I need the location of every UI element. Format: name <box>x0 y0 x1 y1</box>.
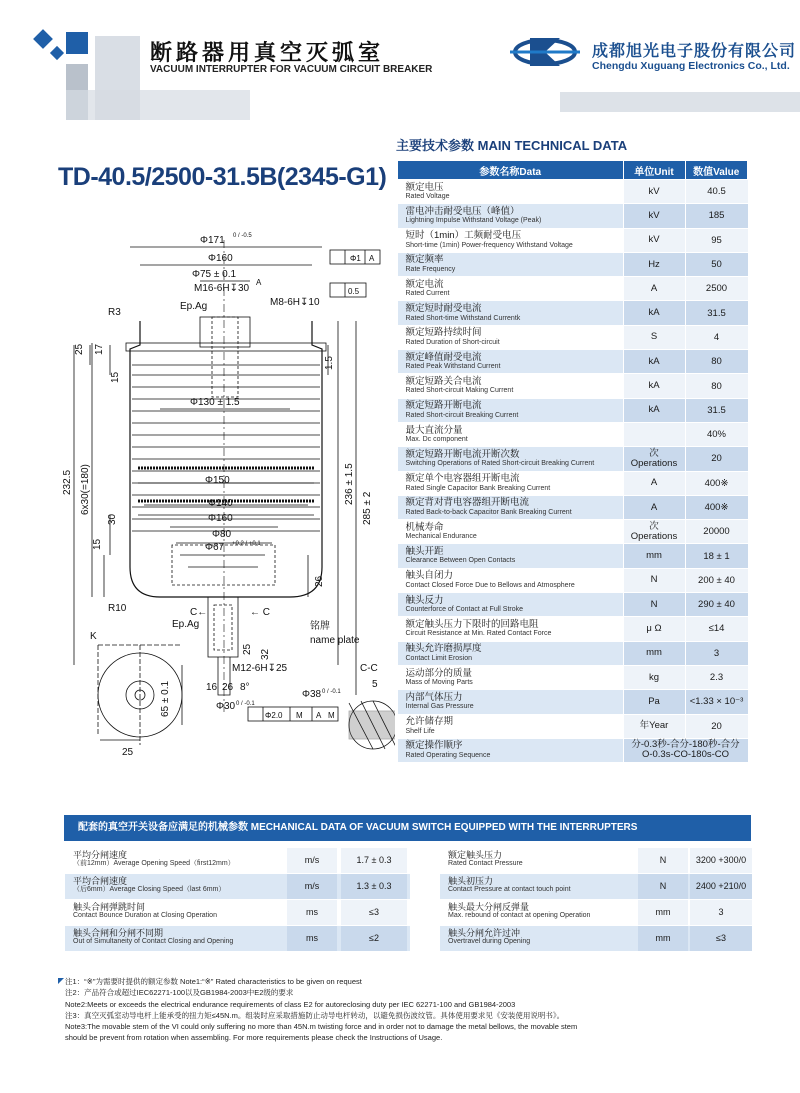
param-cell <box>398 738 624 762</box>
label-nameplate-cn: 铭牌 <box>310 621 330 632</box>
dim-phi75: Φ75 ± 0.1 <box>192 269 237 280</box>
mech-value: 3200 +300/0 <box>690 848 752 873</box>
param-cn: 运动部分的质量 <box>405 667 473 679</box>
mech-value: 3 <box>690 900 752 925</box>
param-en: Rated Voltage <box>405 193 450 201</box>
unit-cell: kA <box>623 374 685 398</box>
mech-value: ≤2 <box>341 926 407 951</box>
param-en: Rated Short-time Withstand Currentk <box>405 314 521 322</box>
dim-phi67-tol: +0.2 / +0.1 <box>232 541 261 547</box>
mech-row <box>440 848 752 874</box>
dim-phi67: Φ67 <box>205 542 225 553</box>
mech-unit: ms <box>287 900 337 925</box>
table-row <box>398 350 748 374</box>
value-cell: 40% <box>685 422 748 446</box>
unit-cell: 年Year <box>623 714 685 738</box>
mech-param-en: （前12mm）Average Opening Speed（first12mm） <box>73 860 235 868</box>
unit-cell: μ Ω <box>623 617 685 641</box>
value-cell: 31.5 <box>685 301 748 325</box>
dim-h15b: 15 <box>92 538 103 550</box>
mech-row <box>440 874 752 900</box>
param-en: Rated Short-circuit Making Current <box>405 387 514 395</box>
value-cell: 18 ± 1 <box>685 544 748 568</box>
table-row <box>398 301 748 325</box>
param-en: Switching Operations of Rated Short-circuit Breaking Current <box>405 460 595 468</box>
dim-phi160b: Φ160 <box>208 513 233 524</box>
note-line: Note2:Meets or exceeds the electrical endurance requirements of class E2 for autoreclosing duty per IEC 62271-100 and GB1984-2003 <box>65 999 516 1009</box>
mech-table-left <box>65 848 410 952</box>
param-cell <box>398 690 624 714</box>
mech-data-heading: 配套的真空开关设备应满足的机械参数 MECHANICAL DATA OF VACUUM SWITCH EQUIPPED WITH THE INTERRUPTERS <box>64 815 751 841</box>
dim-r10: R10 <box>108 603 127 614</box>
param-en: Lightning Impulse Withstand Voltage (Peak) <box>405 217 542 225</box>
param-en: Shelf Life <box>405 727 435 735</box>
param-en: Short-time (1min) Power-frequency Withstand Voltage <box>405 241 573 249</box>
table-row <box>398 204 748 228</box>
param-cell <box>398 180 624 204</box>
value-cell: 20 <box>685 714 748 738</box>
dim-h236: 236 ± 1.5 <box>344 463 355 505</box>
company-name-cn: 成都旭光电子股份有限公司 <box>592 43 797 60</box>
param-en: Rated Back-to-back Capacitor Bank Breaking Current <box>405 508 572 516</box>
value-cell: 185 <box>685 204 748 228</box>
mech-value: ≤3 <box>341 900 407 925</box>
unit-cell: kA <box>623 301 685 325</box>
mech-value: 1.3 ± 0.3 <box>341 874 407 899</box>
param-en: Mass of Moving Parts <box>405 678 473 686</box>
value-cell: 20 <box>685 447 748 471</box>
main-technical-table <box>397 160 748 762</box>
note-line: 注2：产品符合或超过IEC62271-100以及GB1984-2003中E2级的要求 <box>65 988 294 998</box>
mech-unit: N <box>638 848 688 873</box>
param-cn: 额定短时耐受电流 <box>405 303 482 315</box>
mech-param <box>73 876 225 894</box>
param-cn: 额定短路关合电流 <box>405 375 482 387</box>
param-cell <box>398 495 624 519</box>
dim-phi38: Φ38 <box>302 689 322 700</box>
param-en: Clearance Between Open Contacts <box>405 557 516 565</box>
param-cn: 机械寿命 <box>405 521 444 533</box>
unit-cell: Pa <box>623 690 685 714</box>
mech-param-en: Max. rebound of contact at opening Operation <box>448 912 591 920</box>
company-logo <box>510 38 580 66</box>
sequence-en: O-0.3s-CO-180s-CO <box>641 749 730 761</box>
param-cell <box>398 252 624 276</box>
label-k: K <box>90 631 97 642</box>
mech-param-en: Rated Contact Pressure <box>448 860 523 868</box>
value-cell: 40.5 <box>685 180 748 204</box>
tol-box2: 0.5 <box>348 287 360 296</box>
mech-param-cn: 触头合闸弹跳时间 <box>73 902 146 912</box>
table-row <box>398 544 748 568</box>
unit-cell: kV <box>623 228 685 252</box>
dim-h25: 25 <box>74 343 85 355</box>
mech-param-en: Contact Pressure at contact touch point <box>448 886 571 894</box>
table-row <box>398 325 748 349</box>
unit-cell <box>623 422 685 446</box>
param-en: Rated Short-circuit Breaking Current <box>405 411 519 419</box>
dim-phi140: Φ140 <box>208 498 233 509</box>
param-cn: 触头允许磨损厚度 <box>405 643 482 655</box>
mech-row <box>65 900 410 926</box>
dim-h6x30: 6x30(=180) <box>80 464 91 515</box>
table-row <box>398 568 748 592</box>
table-row <box>398 471 748 495</box>
table-row <box>398 690 748 714</box>
param-en: Contact Closed Force Due to Bellows and Atmosphere <box>405 581 575 589</box>
param-en: Counterforce of Contact at Full Stroke <box>405 606 523 614</box>
diamond-small-icon <box>50 46 64 60</box>
param-cell <box>398 617 624 641</box>
dim-h32: 32 <box>260 648 271 660</box>
dim-16: 16 <box>206 682 218 693</box>
param-cell <box>398 641 624 665</box>
param-cell <box>398 447 624 471</box>
unit-cell: 次 Operations <box>623 520 685 544</box>
dim-h65: 65 ± 0.1 <box>160 680 171 717</box>
value-cell: 290 ± 40 <box>685 593 748 617</box>
param-cn: 短时（1min）工频耐受电压 <box>405 230 522 242</box>
unit-cell: mm <box>623 641 685 665</box>
mech-row <box>65 848 410 874</box>
dim-w5: 5 <box>372 679 378 690</box>
mech-param <box>448 928 530 946</box>
mech-unit: N <box>638 874 688 899</box>
mech-param-cn: 平均分闸速度 <box>73 850 128 860</box>
table-row <box>398 593 748 617</box>
param-cell <box>398 204 624 228</box>
dim-phi150: Φ150 <box>205 475 230 486</box>
mech-param-cn: 触头最大分闸反弹量 <box>448 902 530 912</box>
mech-param-en: （后6mm）Average Closing Speed（last 6mm） <box>73 886 226 894</box>
param-en: Rated Single Capacitor Bank Breaking Current <box>405 484 551 492</box>
dim-h285: 285 ± 2 <box>362 491 373 525</box>
value-cell: 4 <box>685 325 748 349</box>
table-row <box>398 714 748 738</box>
table-row <box>398 641 748 665</box>
dim-m8: M8-6H↧10 <box>270 297 320 308</box>
header-value: 数值Value <box>685 161 748 180</box>
technical-drawing <box>60 225 395 785</box>
tol-box3-m: M <box>296 711 303 720</box>
sequence-cn: 分-0.3秒-合分-180秒-合分 <box>631 738 740 750</box>
param-cn: 额定短路开断电流开断次数 <box>405 448 520 460</box>
value-cell: 50 <box>685 252 748 276</box>
param-cn: 额定操作顺序 <box>405 740 463 752</box>
tol-box1-phi: Φ1 <box>350 254 361 263</box>
mech-unit: m/s <box>287 874 337 899</box>
value-cell: 31.5 <box>685 398 748 422</box>
dim-h26: 26 <box>314 575 325 587</box>
mech-row <box>65 926 410 952</box>
dim-epag2: Ep.Ag <box>172 619 200 630</box>
mech-table-right <box>440 848 752 952</box>
param-cn: 额定背对背电容器组开断电流 <box>405 497 530 509</box>
param-cell <box>398 520 624 544</box>
value-cell: 200 ± 40 <box>685 568 748 592</box>
mech-param-en: Out of Simultaneity of Contact Closing and Opening <box>73 938 234 946</box>
table-row <box>398 665 748 689</box>
table-row <box>398 447 748 471</box>
mech-param-cn: 平均合闸速度 <box>73 876 128 886</box>
param-en: Circuit Resistance at Min. Rated Contact Force <box>405 630 552 638</box>
dim-phi30-tol: 0 / -0.1 <box>236 701 255 707</box>
note-line: Note3:The movable stem of the VI could only suffering no more than 45N.m twisting force and in order not to damage the metal bellows, the movable stem <box>65 1022 578 1032</box>
param-en: Rated Current <box>405 290 450 298</box>
value-cell: 95 <box>685 228 748 252</box>
param-cell <box>398 665 624 689</box>
unit-cell: N <box>623 593 685 617</box>
note-arrow-icon <box>58 978 64 984</box>
notes-block <box>65 976 755 1044</box>
datum-a: A <box>256 278 262 287</box>
dim-h25b: 25 <box>242 643 253 655</box>
model-number: TD-40.5/2500-31.5B(2345-G1) <box>58 163 387 191</box>
mech-param <box>73 850 235 868</box>
dim-phi130: Φ130 ± 1.5 <box>190 397 240 408</box>
param-cell <box>398 301 624 325</box>
mech-value: 1.7 ± 0.3 <box>341 848 407 873</box>
tol-box3-m2: M <box>328 711 335 720</box>
main-data-heading: 主要技术参数 MAIN TECHNICAL DATA <box>396 138 628 153</box>
label-nameplate-en: name plate <box>310 635 360 646</box>
param-cn: 触头开距 <box>405 546 444 558</box>
dim-h30: 30 <box>107 513 118 525</box>
param-cell <box>398 350 624 374</box>
value-cell: 20000 <box>685 520 748 544</box>
dim-phi80: Φ80 <box>212 529 232 540</box>
param-cn: 雷电冲击耐受电压（峰值） <box>405 205 520 217</box>
value-cell: 80 <box>685 350 748 374</box>
value-cell: 400※ <box>685 471 748 495</box>
unit-cell: A <box>623 495 685 519</box>
value-cell: ≤14 <box>685 617 748 641</box>
value-cell: <1.33 × 10⁻³ <box>685 690 748 714</box>
table-row <box>398 228 748 252</box>
param-cell <box>398 471 624 495</box>
param-cn: 触头反力 <box>405 594 444 606</box>
param-cn: 额定电压 <box>405 181 444 193</box>
value-cell: 2.3 <box>685 665 748 689</box>
header-title-en: VACUUM INTERRUPTER FOR VACUUM CIRCUIT BREAKER <box>150 64 433 75</box>
table-row <box>398 520 748 544</box>
param-cn: 额定触头压力下限时的回路电阻 <box>405 618 539 630</box>
dim-epag: Ep.Ag <box>180 301 208 312</box>
dim-h15: 15 <box>110 371 121 383</box>
param-cn: 内部气体压力 <box>405 691 463 703</box>
param-en: Rated Duration of Short-circuit <box>405 338 500 346</box>
header-param: 参数名称Data <box>398 161 624 180</box>
note-line: 注1：“※”为需要时提供的额定参数 Note1:“※” Rated characteristics to be given on request <box>65 977 362 986</box>
dim-h1-5: 1.5 <box>324 356 335 370</box>
table-row <box>398 180 748 204</box>
value-cell: 400※ <box>685 495 748 519</box>
mech-value: 2400 +210/0 <box>690 874 752 899</box>
section-c-right: ← C <box>250 607 270 618</box>
mech-param-cn: 触头合闸和分闸不同期 <box>73 928 164 938</box>
param-cn: 最大直流分量 <box>405 424 463 436</box>
mech-row <box>440 900 752 926</box>
mech-param <box>448 850 523 868</box>
param-cell <box>398 544 624 568</box>
unit-cell: S <box>623 325 685 349</box>
square-icon <box>66 32 88 54</box>
mech-row <box>440 926 752 952</box>
param-cn: 额定频率 <box>405 254 444 266</box>
param-cell <box>398 422 624 446</box>
param-cell <box>398 228 624 252</box>
mech-param-en: Overtravel during Opening <box>448 938 531 946</box>
note-line: should be prevent from rotation when assembling. For more requirements please check the Instructions of Usage. <box>65 1033 443 1043</box>
param-cell <box>398 593 624 617</box>
drawing-labels <box>62 233 378 758</box>
param-cell <box>398 398 624 422</box>
dim-phi171-tol: 0 / -0.5 <box>233 233 252 239</box>
unit-cell: A <box>623 471 685 495</box>
section-c-left: C← <box>190 607 208 618</box>
dim-r3: R3 <box>108 307 121 318</box>
dim-phi30: Φ30 <box>216 701 236 712</box>
param-cn: 允许储存期 <box>405 716 454 728</box>
param-cn: 额定短路开断电流 <box>405 400 482 412</box>
table-row <box>398 277 748 301</box>
value-cell: 2500 <box>685 277 748 301</box>
mech-unit: m/s <box>287 848 337 873</box>
dim-w25: 25 <box>122 747 134 758</box>
param-cell <box>398 568 624 592</box>
param-en: Mechanical Endurance <box>405 533 477 541</box>
param-cn: 额定短路持续时间 <box>405 327 482 339</box>
param-en: Internal Gas Pressure <box>405 703 474 711</box>
table-row <box>398 422 748 446</box>
mech-param <box>448 902 590 920</box>
mech-row <box>65 874 410 900</box>
sequence-cell <box>623 738 748 762</box>
unit-cell: kA <box>623 350 685 374</box>
dim-phi160: Φ160 <box>208 253 233 264</box>
mech-param-cn: 额定触头压力 <box>448 850 503 860</box>
param-cell <box>398 277 624 301</box>
mech-unit: mm <box>638 926 688 951</box>
unit-cell: mm <box>623 544 685 568</box>
param-cn: 额定峰值耐受电流 <box>405 351 482 363</box>
unit-cell: kg <box>623 665 685 689</box>
company-name-en: Chengdu Xuguang Electronics Co., Ltd. <box>592 60 790 72</box>
unit-cell: kA <box>623 398 685 422</box>
param-cell <box>398 374 624 398</box>
dim-phi38-tol: 0 / -0.1 <box>322 689 341 695</box>
note-line: 注3：真空灭弧室动导电杆上能承受的扭力矩≤45N.m。组装时应采取措施防止动导电杆转动，以避免损伤波纹管。具体使用要求见《安装使用说明书》。 <box>65 1010 565 1020</box>
table-row <box>398 398 748 422</box>
mech-unit: ms <box>287 926 337 951</box>
main-technical-table-body <box>398 180 748 763</box>
table-row <box>398 617 748 641</box>
unit-cell: kV <box>623 180 685 204</box>
mech-value: ≤3 <box>690 926 752 951</box>
value-cell: 3 <box>685 641 748 665</box>
param-cn: 额定单个电容器组开断电流 <box>405 473 520 485</box>
dim-phi171: Φ171 <box>200 235 225 246</box>
mech-param <box>73 902 217 920</box>
unit-cell: 次 Operations <box>623 447 685 471</box>
tol-box3-phi: Φ2.0 <box>265 711 283 720</box>
tol-box1-ref: A <box>369 254 375 263</box>
param-cn: 触头自闭力 <box>405 570 454 582</box>
dim-m12: M12-6H↧25 <box>232 663 288 674</box>
mech-param-cn: 触头初压力 <box>448 876 494 886</box>
mech-unit: mm <box>638 900 688 925</box>
unit-cell: N <box>623 568 685 592</box>
table-row <box>398 495 748 519</box>
header-title-cn: 断路器用真空灭弧室 <box>150 40 385 65</box>
param-en: Rated Peak Withstand Current <box>405 363 501 371</box>
unit-cell: kV <box>623 204 685 228</box>
param-cell <box>398 325 624 349</box>
dim-h232: 232.5 <box>62 469 73 495</box>
unit-cell: A <box>623 277 685 301</box>
param-en: Rated Operating Sequence <box>405 751 491 759</box>
diamond-icon <box>33 29 53 49</box>
header-unit: 单位Unit <box>623 161 685 180</box>
table-row <box>398 374 748 398</box>
dim-h17: 17 <box>94 343 105 355</box>
param-en: Contact Limit Erosion <box>405 654 473 662</box>
label-section-cc: C-C <box>360 663 378 674</box>
param-cell <box>398 714 624 738</box>
table-row <box>398 252 748 276</box>
param-en: Rate Frequency <box>405 265 456 273</box>
mech-param-cn: 触头分闸允许过冲 <box>448 928 521 938</box>
mech-param-en: Contact Bounce Duration at Closing Operation <box>73 912 217 920</box>
dim-26: 26 <box>222 682 234 693</box>
value-cell: 80 <box>685 374 748 398</box>
tol-box3-a: A <box>316 711 322 720</box>
dim-m16: M16-6H↧30 <box>194 283 250 294</box>
param-cn: 额定电流 <box>405 278 444 290</box>
param-en: Max. Dc component <box>405 435 468 443</box>
unit-cell: Hz <box>623 252 685 276</box>
mech-param <box>73 928 233 946</box>
table-row <box>398 738 748 762</box>
dim-8deg: 8° <box>240 682 250 693</box>
mech-param <box>448 876 571 894</box>
